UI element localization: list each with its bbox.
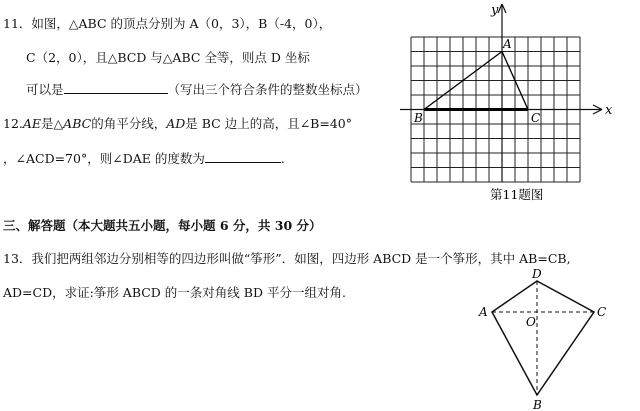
q13-label-b: B [533, 398, 542, 411]
q11-answer-prompt: 可以是 [26, 82, 64, 97]
q11-line3 [26, 80, 368, 98]
q12-line1 [3, 114, 352, 132]
q11-y-axis-label: y [491, 3, 499, 18]
q12-text-1: 是△ [41, 116, 64, 131]
q13-label-o: O [526, 315, 536, 329]
q11-label-b: B [414, 111, 423, 125]
q13-kite-abcd [492, 281, 594, 395]
q12-line2 [3, 149, 285, 167]
q12-text-2: 的角平分线， [91, 116, 167, 131]
q12-ad: AD [166, 116, 186, 131]
q11-answer-blank[interactable] [64, 81, 168, 94]
q12-text-3: 是 BC 边上的高，且∠B=40° [185, 116, 352, 131]
q13-line2: AD=CD，求证:筝形 ABCD 的一条对角线 BD 平分一组对角. [3, 285, 346, 300]
q12-ae: AE [22, 116, 42, 131]
q11-grid-figure [400, 0, 620, 200]
q12-question: ，∠ACD=70°，则∠DAE 的度数为 [3, 151, 205, 166]
q13-label-d: D [532, 267, 542, 281]
q11-label-a: A [503, 37, 512, 51]
q13-line1: 13．我们把两组邻边分别相等的四边形叫做“筝形”．如图，四边形 ABCD 是一个筝形，其中 AB=CB, [3, 251, 571, 266]
section3-title: 三、解答题（本大题共五小题，每小题 6 分，共 30 分） [3, 218, 322, 233]
q11-line1: 11．如图，△ABC 的顶点分别为 A（0，3），B（-4，0）， [3, 16, 332, 31]
q11-answer-hint: （写出三个符合条件的整数坐标点） [167, 82, 368, 97]
q12-period: . [280, 151, 285, 166]
q13-label-c: C [597, 305, 607, 319]
q11-label-c: C [531, 111, 541, 125]
q13-kite-figure [470, 267, 640, 411]
q12-answer-blank[interactable] [205, 150, 281, 163]
q12-number: 12. [3, 116, 23, 131]
q11-line2: C（2，0），且△BCD 与△ABC 全等，则点 D 坐标 [26, 50, 310, 65]
q11-x-axis-label: x [605, 103, 613, 118]
q12-abc: ABC [63, 116, 92, 131]
q13-label-a: A [479, 305, 488, 319]
q11-figure-caption: 第11题图 [490, 187, 544, 202]
